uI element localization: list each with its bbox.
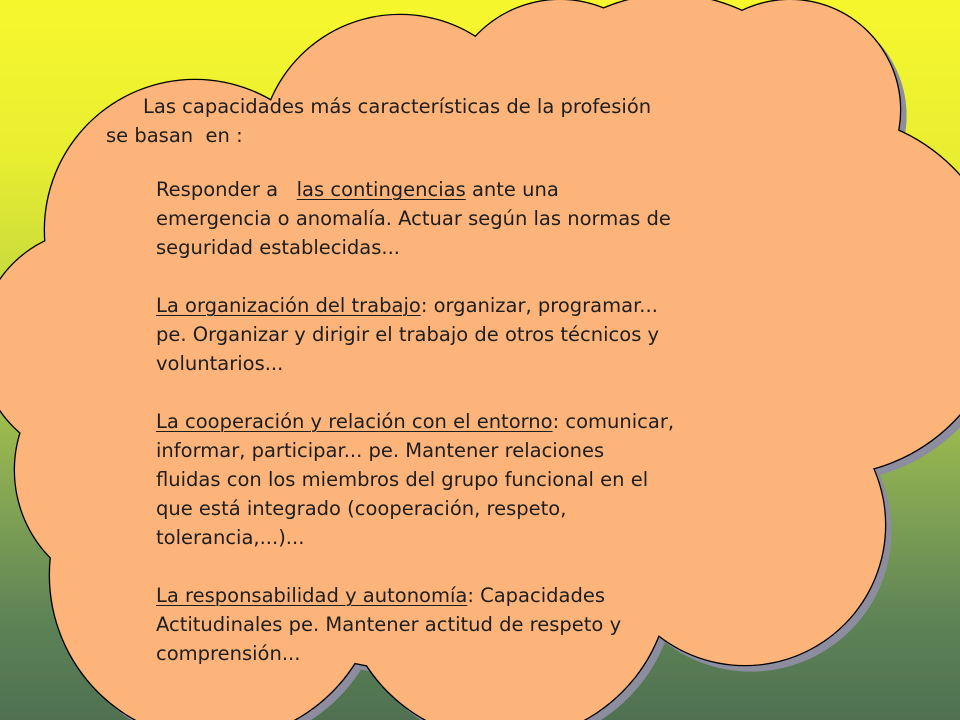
item-contingencias-line-3: seguridad establecidas... — [156, 236, 400, 259]
item-responsabilidad-text: : Capacidades — [467, 584, 606, 607]
item-cooperacion-line-5: tolerancia,...)... — [156, 526, 305, 549]
item-organizacion-text: : organizar, programar... — [420, 294, 658, 317]
item-contingencias-prefix: Responder a — [156, 178, 297, 201]
item-contingencias-line-1 — [156, 175, 559, 204]
item-cooperacion-title: La cooperación y relación con el entorno — [156, 410, 553, 433]
item-responsabilidad-line-3: comprensión... — [156, 642, 301, 665]
item-responsabilidad-title: La responsabilidad y autonomía — [156, 584, 468, 607]
item-cooperacion-line-3: fluidas con los miembros del grupo funcional en el — [156, 468, 649, 491]
item-cooperacion-line-4: que está integrado (cooperación, respeto, — [156, 497, 567, 520]
item-organizacion-line-2: pe. Organizar y dirigir el trabajo de otros técnicos y — [156, 323, 660, 346]
item-cooperacion-text: : comunicar, — [552, 410, 675, 433]
item-organizacion-line-1 — [156, 291, 658, 320]
item-cooperacion-line-1 — [156, 407, 674, 436]
intro-line-2: se basan en : — [106, 124, 243, 147]
item-organizacion-title: La organización del trabajo — [156, 294, 421, 317]
item-contingencias-title: las contingencias — [296, 178, 466, 201]
intro-line-1: Las capacidades más características de la profesión — [143, 95, 652, 118]
item-cooperacion-line-2: informar, participar... pe. Mantener relaciones — [156, 439, 605, 462]
item-responsabilidad-line-2: Actitudinales pe. Mantener actitud de respeto y — [156, 613, 622, 636]
item-contingencias-line-2: emergencia o anomalía. Actuar según las normas de — [156, 207, 671, 230]
item-organizacion-line-3: voluntarios... — [156, 352, 284, 375]
item-responsabilidad-line-1 — [156, 581, 605, 610]
item-contingencias-text: ante una — [465, 178, 559, 201]
